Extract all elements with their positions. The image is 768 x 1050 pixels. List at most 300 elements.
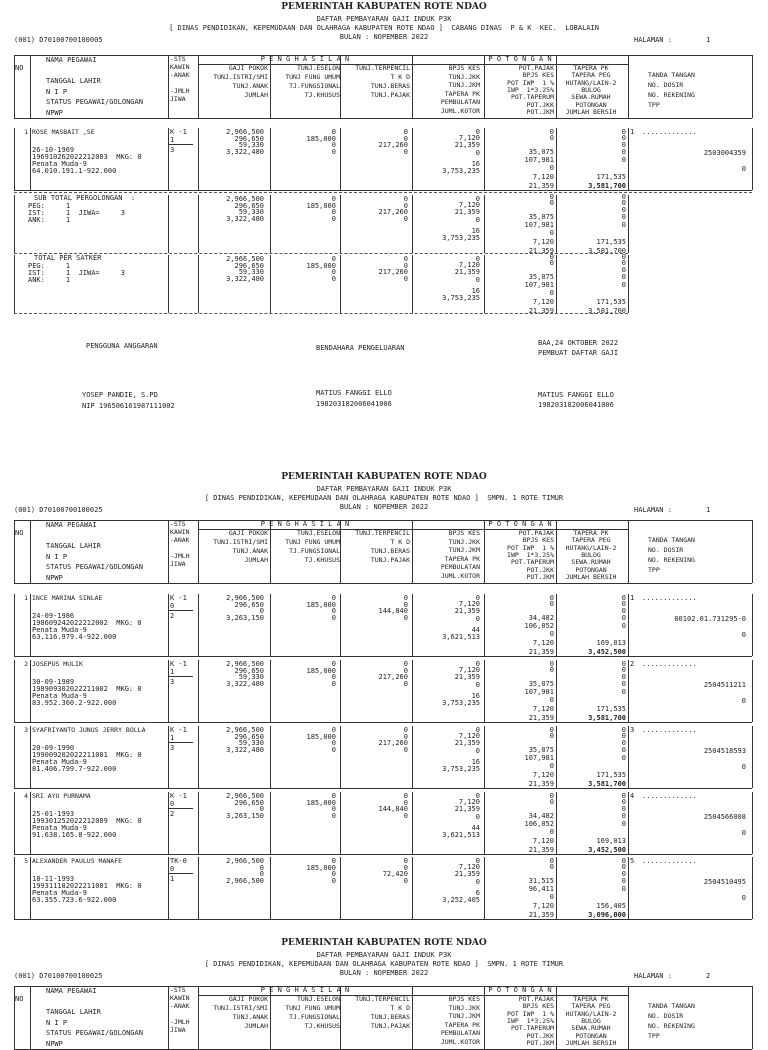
column-divider [14, 255, 15, 313]
p1-subtotal-gaji: 59,330 [238, 208, 264, 216]
rule-line [169, 873, 193, 874]
p2-emp4-birthdate: 25-01-1993 [32, 810, 75, 818]
p1-total-ist: IST: 1 JIWA= 3 [28, 269, 125, 277]
p2-emp1-terpencil: 144,840 [378, 607, 408, 615]
p2-col-bpjs: PEMBULATAN [440, 563, 480, 571]
p1-col-sts: -STS [170, 55, 186, 63]
rule-line [14, 118, 752, 119]
p1-subtotal-terpencil: 0 [403, 195, 408, 203]
p2-emp1-golongan: Penata Muda-9 [32, 626, 87, 634]
p2-col-pajak: POT IWP 1 % [507, 543, 554, 552]
p3-col-gaji: TUNJ.ISTRI/SMI [213, 1004, 268, 1012]
p3-col-sts: JIWA [170, 1026, 186, 1034]
column-divider [628, 520, 629, 583]
p2-emp3-gaji: 296,650 [234, 732, 264, 741]
p2-emp4-bpjs: 0 [475, 813, 480, 821]
p1-subtotal-tapera: 171,535 [596, 238, 626, 246]
p3-col-nama: NPWP [46, 1039, 63, 1048]
p2-col-nama: NPWP [46, 573, 63, 582]
column-divider [168, 660, 169, 722]
p1-col-bpjs: TAPERA PK [444, 89, 480, 98]
column-divider [14, 128, 15, 190]
p2-emp2-bpjs: 3,753,235 [442, 699, 480, 707]
p1-gaji: 2,966,500 [226, 128, 264, 136]
column-divider [752, 792, 753, 854]
p2-emp4-bpjs: 3,621,513 [442, 831, 480, 839]
p2-emp5-tapera: 0 [621, 863, 626, 871]
p2-emp5-signature-line: ............. [642, 857, 697, 865]
p1-row-no: 1 [24, 128, 28, 136]
column-divider [752, 660, 753, 722]
p2-col-eselon: TJ.FUNGSIONAL [289, 547, 340, 555]
p2-emp3-bpjs: 0 [475, 747, 480, 755]
p2-emp3-employee-name: SYAFRIYANTO JUNUS JERRY BOLLA [32, 726, 146, 734]
p2-emp2-eselon: 0 [331, 673, 336, 681]
p1-col-eselon: TUNJ.ESELON [296, 64, 340, 72]
p1-subtotal-bpjs: 16 [471, 227, 480, 235]
p1-pajak: 7,120 [532, 173, 554, 181]
p2-emp2-eselon: 0 [331, 660, 336, 668]
p2-emp4-tapera: 0 [621, 805, 626, 813]
column-divider [628, 986, 629, 1049]
p1-col-bpjs: TUNJ.JKK [448, 72, 480, 81]
p2-emp4-gaji: 296,650 [234, 798, 264, 807]
p1-subtotal-gaji: 3,322,480 [226, 214, 264, 223]
p1-col-bpjs: JUML.KOTOR [440, 106, 480, 115]
p1-code: (001) D70100700100005 [14, 36, 103, 44]
p2-col-terpencil: T K D [390, 538, 410, 546]
p3-col-nama: NAMA PEGAWAI [46, 987, 97, 995]
p1-total-bpjs: 21,359 [454, 268, 480, 276]
rule-line [14, 788, 752, 789]
p2-emp2-pajak: 0 [549, 696, 554, 704]
p1-eselon: 185,000 [306, 134, 336, 143]
p2-col-bpjs: BPJS KES [448, 529, 480, 537]
column-divider [168, 255, 169, 313]
p2-emp4-eselon: 0 [331, 792, 336, 800]
p2-emp2-bpjs: 0 [475, 681, 480, 689]
p2-subtitle: DAFTAR PEMBAYARAN GAJI INDUK P3K [316, 485, 452, 493]
p2-emp1-tapera: 0 [621, 594, 626, 602]
p1-tapera: 171,535 [596, 173, 626, 181]
p2-emp4-eselon: 0 [331, 811, 336, 820]
p1-col-tapera: BULOG [581, 85, 601, 94]
rule-line [169, 144, 193, 145]
p1-total-pajak: 35,075 [528, 273, 554, 281]
p2-emp3-npwp: 81.406.799.7-922.000 [32, 765, 117, 773]
p3-col-ttd: NO. DOSIR [648, 1012, 684, 1020]
column-divider [628, 255, 629, 313]
p2-emp2-tapera: 171,535 [596, 705, 626, 713]
p2-emp1-pajak: 0 [549, 594, 554, 602]
column-divider [30, 55, 31, 118]
p2-emp1-tapera: 0 [621, 622, 626, 630]
p2-emp2-terpencil: 0 [403, 666, 408, 675]
column-divider [168, 594, 169, 656]
p1-col-bpjs: BPJS KES [448, 64, 480, 72]
p1-col-nama: N I P [46, 87, 68, 96]
column-divider [168, 520, 169, 583]
p1-tapera: 0 [621, 141, 626, 149]
p1-total-gaji: 59,330 [238, 268, 264, 276]
p1-total-pajak: 0 [549, 259, 554, 267]
p2-emp2-tapera: 0 [621, 660, 626, 668]
p3-month: BULAN : NOPEMBER 2022 [339, 969, 429, 977]
p1-gaji: 59,330 [238, 141, 264, 149]
p2-emp1-eselon: 185,000 [306, 600, 336, 609]
p1-terpencil: 0 [403, 128, 408, 136]
p1-col-pajak: POT.JKM [526, 107, 554, 116]
p2-emp2-tapera: 0 [621, 666, 626, 674]
p2-emp5-terpencil: 0 [403, 876, 408, 885]
p2-emp1-eselon: 0 [331, 613, 336, 622]
p2-emp3-tapera: 0 [621, 726, 626, 734]
p2-emp1-tapera: 3,452,500 [588, 648, 626, 656]
p2-emp3-tapera: 3,581,700 [588, 780, 626, 788]
p2-emp3-birthdate: 20-09-1990 [32, 744, 75, 752]
rule-line [14, 583, 752, 584]
rule-line [14, 313, 628, 314]
p2-emp1-pajak: 0 [549, 630, 554, 638]
p1-col-pajak: BPJS KES [522, 71, 554, 80]
p2-emp2-pajak: 107,981 [524, 688, 554, 696]
p2-emp2-ttd-no: 2 [630, 660, 635, 668]
p2-emp5-pajak: 0 [549, 893, 554, 901]
p2-emp5-bpjs: 7,120 [458, 863, 480, 871]
p1-pajak: 0 [549, 134, 554, 142]
column-divider [30, 520, 31, 583]
p1-col-terpencil: TUNJ.BERAS [370, 82, 410, 90]
p1-total-pajak: 107,981 [524, 281, 554, 289]
p2-emp5-tapera: 0 [621, 885, 626, 893]
p2-emp3-terpencil: 217,260 [378, 739, 408, 747]
p1-total-tapera: 0 [621, 281, 626, 289]
column-divider [168, 195, 169, 253]
p2-emp2-tapera: 0 [621, 688, 626, 696]
p2-emp1-bpjs: 0 [475, 594, 480, 602]
p1-pajak: 35,075 [528, 148, 554, 156]
p1-bpjs: 7,120 [458, 134, 480, 142]
p2-emp4-anak: 0 [170, 800, 175, 808]
p1-total-bpjs: 0 [475, 276, 480, 284]
p3-col-nama: TANGGAL LAHIR [46, 1008, 101, 1016]
p2-emp2-eselon: 185,000 [306, 666, 336, 675]
column-divider [628, 594, 629, 656]
p1-subtotal-ist: IST: 1 JIWA= 3 [28, 209, 125, 217]
p2-emp4-pajak: 0 [549, 828, 554, 836]
p3-subtitle: DAFTAR PEMBAYARAN GAJI INDUK P3K [316, 951, 452, 959]
p3-col-terpencil: TUNJ.TERPENCIL [355, 995, 410, 1003]
p2-emp5-npwp: 63.355.723.6-922.000 [32, 896, 117, 904]
p2-col-nama: STATUS PEGAWAI/GOLONGAN [46, 563, 143, 571]
p2-emp1-pajak: 7,120 [532, 639, 554, 647]
p1-subtotal-bpjs: 0 [475, 195, 480, 203]
p1-col-gaji: TUNJ.ISTRI/SMI [213, 73, 268, 81]
p2-emp5-tapera: 3,096,000 [588, 911, 626, 919]
p2-emp1-npwp: 63.116.979.4-922.000 [32, 633, 117, 641]
p2-emp4-pajak: 0 [549, 792, 554, 800]
p1-col-tapera: TAPERA PEG [571, 71, 611, 80]
p2-emp2-eselon: 0 [331, 679, 336, 688]
p2-emp5-row-no: 5 [24, 857, 28, 865]
p2-emp5-tapera: 0 [621, 877, 626, 885]
p2-col-pajak: BPJS KES [522, 536, 554, 545]
p1-col-pajak: IWP 1*3.25% [507, 85, 554, 94]
signer-nip-2: 198203182006041006 [316, 400, 392, 408]
p1-total-terpencil: 217,260 [378, 268, 408, 276]
p3-code: (001) D70100700100025 [14, 972, 103, 980]
p2-emp4-tpp: 0 [741, 829, 746, 837]
p3-col-ttd: NO. REKENING [648, 1022, 695, 1030]
p2-emp4-tapera: 169,013 [596, 837, 626, 845]
p1-subtotal-tapera: 0 [621, 213, 626, 221]
p2-emp3-nip: 199009202022211001 MKG: 0 [32, 751, 142, 759]
p1-subtotal-peg: PEG: 1 [28, 202, 71, 210]
p2-emp5-terpencil: 0 [403, 857, 408, 865]
p2-emp2-gaji: 296,650 [234, 666, 264, 675]
p2-col-potongan: P O T O N G A N [488, 520, 552, 528]
p2-emp1-anak: 0 [170, 602, 175, 610]
p1-subtotal-eselon: 0 [331, 208, 336, 216]
p1-col-pajak: POT.JKK [526, 100, 554, 109]
column-divider [30, 986, 31, 1049]
column-divider [752, 594, 753, 656]
p3-col-ttd: TPP [648, 1032, 660, 1040]
column-divider [30, 792, 31, 854]
column-divider [168, 726, 169, 788]
rule-line [14, 919, 752, 920]
p3-col-tapera: TAPERA PK [573, 995, 609, 1003]
p2-emp4-tapera: 0 [621, 792, 626, 800]
p2-emp2-jiwa: 3 [170, 678, 175, 686]
p2-emp5-bpjs: 6 [475, 889, 480, 897]
p2-emp3-bpjs: 0 [475, 726, 480, 734]
p2-emp1-gaji: 3,263,150 [226, 613, 264, 622]
p1-bpjs: 16 [471, 160, 480, 168]
p2-col-terpencil: TUNJ.TERPENCIL [355, 529, 410, 537]
p2-col-terpencil: TUNJ.BERAS [370, 547, 410, 555]
p2-emp1-birthdate: 24-09-1986 [32, 612, 75, 620]
p2-emp2-row-no: 2 [24, 660, 28, 668]
p1-subtotal-pajak: 21,359 [528, 247, 554, 255]
p1-anak: 1 [170, 136, 175, 144]
column-divider [30, 726, 31, 788]
p1-total-terpencil: 0 [403, 274, 408, 283]
p1-col-sts: JIWA [170, 95, 186, 103]
p1-subtotal-tapera: 3,581,700 [588, 247, 626, 255]
rule-line [14, 190, 752, 191]
p2-col-tapera: HUTANG/LAIN-2 [565, 543, 617, 552]
p2-emp3-jiwa: 3 [170, 744, 175, 752]
p1-total-bpjs: 16 [471, 287, 480, 295]
p2-emp5-pajak: 31,515 [528, 877, 554, 885]
p1-col-nama: STATUS PEGAWAI/GOLONGAN [46, 98, 143, 106]
p2-emp4-terpencil: 0 [403, 792, 408, 800]
p1-subtotal-label: SUB TOTAL PERGOLONGAN : [34, 194, 136, 202]
p2-emp1-bpjs: 0 [475, 615, 480, 623]
p2-emp5-terpencil: 72,420 [382, 870, 408, 878]
p1-col-nama: TANGGAL LAHIR [46, 77, 101, 85]
p1-total-pajak: 0 [549, 253, 554, 261]
signer-name-2: MATIUS FANGGI ELLO [316, 389, 392, 397]
p1-subtotal-gaji: 296,650 [234, 201, 264, 210]
p2-col-nama: TANGGAL LAHIR [46, 542, 101, 550]
p3-title: PEMERINTAH KABUPATEN ROTE NDAO [281, 938, 487, 948]
p1-subtotal-terpencil: 217,260 [378, 208, 408, 216]
p3-col-pajak: POT IWP 1 % [507, 1009, 554, 1018]
p3-col-sts: -ANAK [170, 1002, 190, 1010]
rule-line [169, 676, 193, 677]
p2-col-nama: N I P [46, 552, 68, 561]
p2-emp2-pajak: 21,359 [528, 714, 554, 722]
p3-col-eselon: TJ.FUNGSIONAL [289, 1013, 340, 1021]
rule-line [169, 742, 193, 743]
p2-col-nama: NAMA PEGAWAI [46, 521, 97, 529]
p2-emp1-bpjs: 21,359 [454, 607, 480, 615]
p3-page-number: 2 [706, 972, 711, 980]
p2-emp1-pajak: 106,052 [524, 622, 554, 630]
column-divider [752, 55, 753, 118]
column-divider [30, 660, 31, 722]
p2-emp2-pajak: 0 [549, 666, 554, 674]
p2-emp4-terpencil: 144,840 [378, 805, 408, 813]
p3-col-eselon: TUNJ FUNG UMUM [285, 1004, 340, 1012]
p2-emp5-eselon: 185,000 [306, 863, 336, 872]
p1-col-tapera: SEWA.RUMAH [571, 93, 611, 102]
p3-col-terpencil: TUNJ.BERAS [370, 1013, 410, 1021]
p1-total-peg: PEG: 1 [28, 262, 71, 270]
rule-line [14, 722, 752, 723]
p3-col-gaji: JUMLAH [244, 1022, 268, 1030]
p2-emp1-tapera: 0 [621, 600, 626, 608]
p1-pajak: 0 [549, 128, 554, 136]
p2-emp2-nip: 198909302022211002 MKG: 0 [32, 685, 142, 693]
p2-emp4-row-no: 4 [24, 792, 28, 800]
p3-col-terpencil: T K D [390, 1004, 410, 1012]
p1-total-tapera: 171,535 [596, 298, 626, 306]
p2-emp3-pajak: 107,981 [524, 754, 554, 762]
p2-emp5-terpencil: 0 [403, 863, 408, 872]
column-divider [14, 726, 15, 788]
p2-emp5-golongan: Penata Muda-9 [32, 889, 87, 897]
p1-ttd-no: 1 [630, 128, 635, 136]
p2-emp5-pajak: 0 [549, 863, 554, 871]
p2-emp4-tapera: 3,452,500 [588, 846, 626, 854]
p1-col-ttd: TPP [648, 101, 660, 109]
p3-col-terpencil: TUNJ.PAJAK [370, 1022, 410, 1030]
p1-total-gaji: 3,322,480 [226, 274, 264, 283]
p1-col-sts: -ANAK [170, 71, 190, 79]
p2-emp4-signature-line: ............. [642, 792, 697, 800]
p2-emp4-eselon: 185,000 [306, 798, 336, 807]
column-divider [168, 55, 169, 118]
p2-emp1-bpjs: 7,120 [458, 600, 480, 608]
p2-emp1-terpencil: 0 [403, 613, 408, 622]
p3-col-sts: KAWIN [170, 994, 190, 1002]
p1-col-tapera: POTONGAN [575, 100, 607, 109]
p1-col-terpencil: TUNJ.TERPENCIL [355, 64, 410, 72]
p1-col-gaji: JUMLAH [244, 91, 268, 99]
column-divider [168, 857, 169, 919]
p3-col-nama: N I P [46, 1018, 68, 1027]
p3-col-bpjs: TAPERA PK [444, 1020, 480, 1029]
p2-col-gaji: TUNJ.ANAK [232, 547, 268, 555]
p1-subtitle: DAFTAR PEMBAYARAN GAJI INDUK P3K [316, 15, 452, 23]
p2-col-pajak: POT.JKM [526, 572, 554, 581]
p1-subtotal-bpjs: 21,359 [454, 208, 480, 216]
p2-emp4-gaji: 2,966,500 [226, 792, 264, 800]
p2-col-sts: JIWA [170, 560, 186, 568]
p2-emp4-terpencil: 0 [403, 811, 408, 820]
p2-emp5-tapera: 0 [621, 857, 626, 865]
p1-total-gaji: 2,966,500 [226, 255, 264, 263]
p2-col-pajak: POT.JKK [526, 565, 554, 574]
p1-col-gaji: GAJI POKOK [228, 64, 268, 72]
p2-emp4-employee-name: SRI AYU PURNAMA [32, 792, 91, 800]
p2-emp4-tapera: 0 [621, 798, 626, 806]
p2-emp1-tapera: 0 [621, 607, 626, 615]
column-divider [628, 195, 629, 253]
p2-emp1-ttd-no: 1 [630, 594, 635, 602]
p2-emp1-terpencil: 0 [403, 600, 408, 609]
column-divider [628, 128, 629, 190]
rule-line [14, 192, 752, 193]
pembuat-label: PEMBUAT DAFTAR GAJI [538, 349, 619, 357]
p2-department: [ DINAS PENDIDIKAN, KEPEMUDAAN DAN OLAHRAGA KABUPATEN ROTE NDAO ] SMPN. 1 ROTE TIMUR [204, 494, 564, 502]
p2-emp5-nip: 199311182022211001 MKG: 0 [32, 882, 142, 890]
p3-col-penghasilan: P E N G H A S I L A N [260, 986, 350, 994]
p2-emp3-signature-line: ............. [642, 726, 697, 734]
p1-subtotal-tapera: 0 [621, 221, 626, 229]
p2-col-sts: KAWIN [170, 528, 190, 536]
p2-col-tapera: TAPERA PEG [571, 536, 611, 545]
p2-emp1-eselon: 0 [331, 594, 336, 602]
p2-emp2-employee-name: JOSEPUS MULIK [32, 660, 83, 668]
p3-col-tapera: BULOG [581, 1016, 601, 1025]
rule-line [14, 656, 752, 657]
p1-total-tapera: 0 [621, 273, 626, 281]
p2-emp4-golongan: Penata Muda-9 [32, 824, 87, 832]
p2-emp4-pajak: 0 [549, 798, 554, 806]
p2-emp3-bpjs: 7,120 [458, 732, 480, 740]
p1-subtotal-pajak: 0 [549, 193, 554, 201]
p2-col-ttd: TANDA TANGAN [648, 536, 695, 544]
p2-emp5-bpjs: 21,359 [454, 870, 480, 878]
p1-total-bpjs: 0 [475, 255, 480, 263]
p2-emp1-signature-line: ............. [642, 594, 697, 602]
p1-total-pajak: 0 [549, 289, 554, 297]
p2-emp3-pajak: 0 [549, 762, 554, 770]
p2-emp2-tapera: 0 [621, 680, 626, 688]
p3-col-bpjs: TUNJ.JKM [448, 1012, 480, 1020]
p2-emp3-eselon: 0 [331, 739, 336, 747]
p2-emp5-sts: TK-0 [170, 857, 187, 865]
p2-emp2-golongan: Penata Muda-9 [32, 692, 87, 700]
p3-col-eselon: TJ.KHUSUS [304, 1022, 340, 1030]
p2-emp5-tapera: 156,405 [596, 902, 626, 910]
p2-emp5-tapera: 0 [621, 870, 626, 878]
p3-col-tapera: JUMLAH BERSIH [565, 1038, 617, 1047]
p2-emp2-signature-line: ............. [642, 660, 697, 668]
p2-emp2-bpjs: 0 [475, 660, 480, 668]
p2-emp1-terpencil: 0 [403, 594, 408, 602]
p2-emp3-gaji: 59,330 [238, 739, 264, 747]
p1-birthdate: 26-10-1969 [32, 146, 75, 154]
p2-emp3-tapera: 0 [621, 732, 626, 740]
column-divider [628, 55, 629, 118]
p1-col-gaji: TUNJ.ANAK [232, 82, 268, 90]
column-divider [752, 986, 753, 1049]
